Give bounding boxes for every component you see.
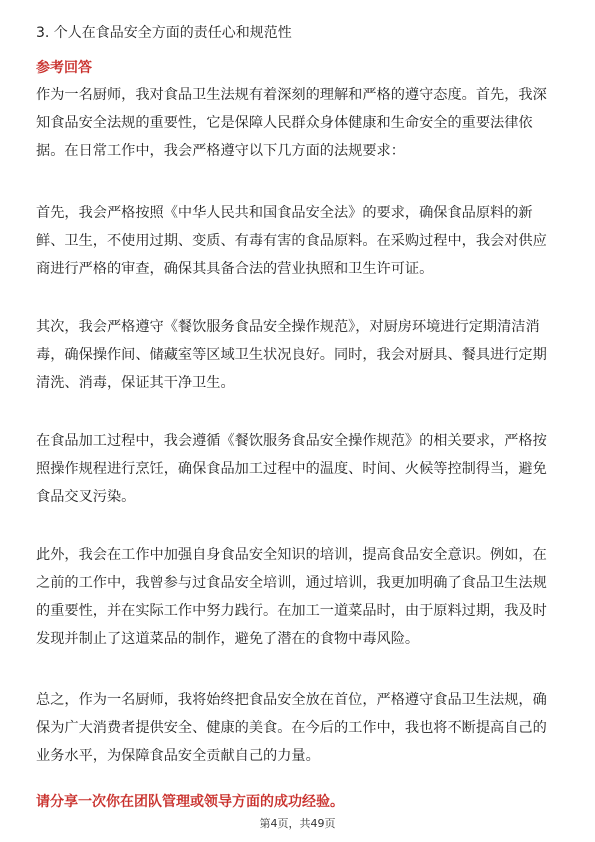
paragraph-line: 鲜、卫生，不使用过期、变质、有毒有害的食品原料。在采购过程中，我会对供应 (36, 233, 547, 249)
answer-label: 参考回答 (36, 60, 92, 76)
paragraph-line: 此外，我会在工作中加强自身食品安全知识的培训，提高食品安全意识。例如，在 (36, 547, 547, 563)
answer-paragraph-1 (36, 81, 561, 165)
paragraph-line: 照操作规程进行烹饪，确保食品加工过程中的温度、时间、火候等控制得当，避免 (36, 461, 547, 477)
answer-paragraph-4 (36, 427, 561, 511)
question-title: 3. 个人在食品安全方面的责任心和规范性 (36, 25, 292, 41)
paragraph-line: 据。在日常工作中，我会严格遵守以下几方面的法规要求： (36, 143, 405, 159)
paragraph-line: 商进行严格的审查，确保其具备合法的营业执照和卫生许可证。 (36, 261, 434, 277)
paragraph-line: 保为广大消费者提供安全、健康的美食。在今后的工作中，我也将不断提高自己的 (36, 720, 547, 736)
paragraph-line: 在食品加工过程中，我会遵循《餐饮服务食品安全操作规范》的相关要求，严格按 (36, 433, 547, 449)
paragraph-line: 之前的工作中，我曾参与过食品安全培训，通过培训，我更加明确了食品卫生法规 (36, 575, 547, 591)
paragraph-line: 首先，我会严格按照《中华人民共和国食品安全法》的要求，确保食品原料的新 (36, 205, 533, 221)
answer-paragraph-2 (36, 199, 561, 283)
paragraph-line: 毒，确保操作间、储藏室等区域卫生状况良好。同时，我会对厨具、餐具进行定期 (36, 347, 547, 363)
paragraph-line: 食品交叉污染。 (36, 489, 136, 505)
next-question-title: 请分享一次你在团队管理或领导方面的成功经验。 (36, 794, 344, 810)
paragraph-line: 的重要性，并在实际工作中努力践行。在加工一道菜品时，由于原料过期，我及时 (36, 603, 547, 619)
paragraph-line: 清洗、消毒，保证其干净卫生。 (36, 375, 235, 391)
page-number: 第4页，共49页 (259, 817, 336, 830)
answer-paragraph-5 (36, 541, 561, 653)
paragraph-line: 其次，我会严格遵守《餐饮服务食品安全操作规范》，对厨房环境进行定期清洁消 (36, 319, 540, 335)
paragraph-line: 总之，作为一名厨师，我将始终把食品安全放在首位，严格遵守食品卫生法规，确 (36, 692, 547, 708)
paragraph-line: 发现并制止了这道菜品的制作，避免了潜在的食物中毒风险。 (36, 631, 420, 647)
answer-paragraph-3 (36, 313, 561, 397)
paragraph-line: 作为一名厨师，我对食品卫生法规有着深刻的理解和严格的遵守态度。首先，我深 (36, 87, 547, 103)
paragraph-line: 业务水平，为保障食品安全贡献自己的力量。 (36, 748, 320, 764)
answer-paragraph-6 (36, 686, 561, 770)
paragraph-line: 知食品安全法规的重要性，它是保障人民群众身体健康和生命安全的重要法律依 (36, 115, 533, 131)
